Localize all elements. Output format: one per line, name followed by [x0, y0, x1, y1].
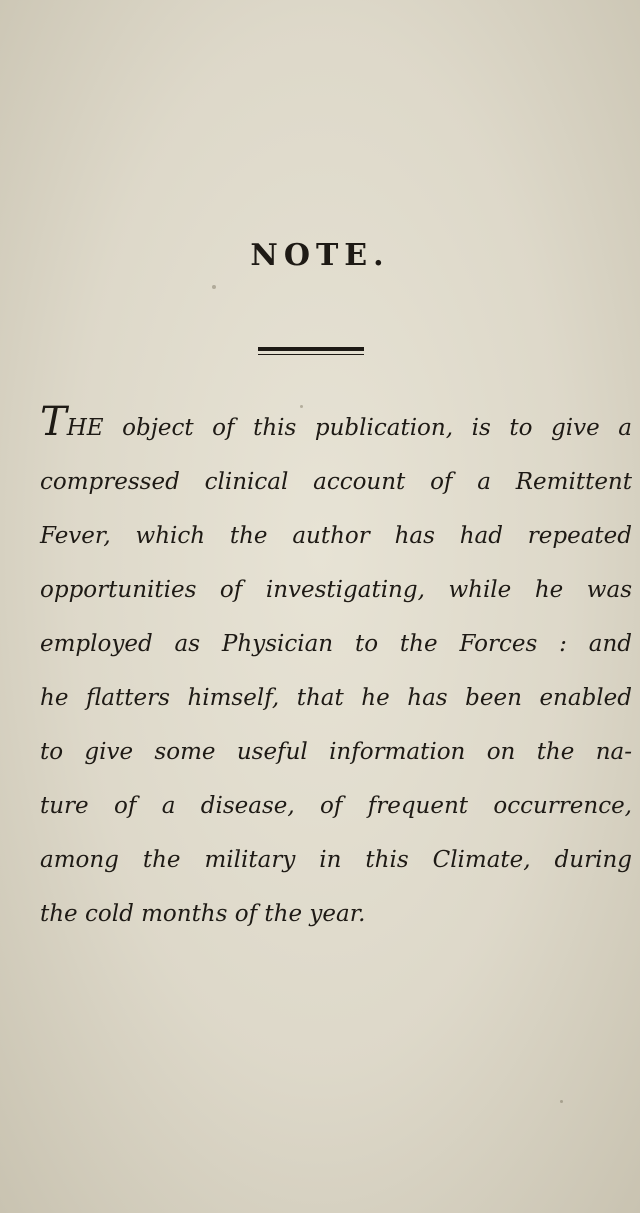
text-line-2: compressed clinical account of a Remittent — [40, 469, 632, 495]
text-line-10: the cold months of the year. — [40, 901, 366, 927]
line-1-text: object of this publication, is to give a — [103, 415, 632, 441]
first-word-rest: HE — [66, 415, 104, 441]
note-heading: NOTE. — [250, 238, 390, 273]
note-body — [40, 395, 632, 941]
text-line-6: he flatters himself, that he has been enabled — [40, 685, 632, 711]
text-line-8: ture of a disease, of frequent occurrence, — [40, 793, 632, 819]
text-line-1 — [40, 395, 632, 455]
text-line-3: Fever, which the author has had repeated — [40, 523, 632, 549]
text-line-7: to give some useful information on the na- — [40, 739, 632, 765]
paper-speck — [212, 285, 216, 289]
paper-speck — [560, 1100, 563, 1103]
text-line-4: opportunities of investigating, while he was — [40, 577, 632, 603]
text-line-9: among the military in this Climate, during — [40, 847, 632, 873]
text-line-5: employed as Physician to the Forces : and — [40, 631, 632, 657]
drop-cap: T — [40, 399, 67, 445]
heading-rule — [258, 347, 364, 355]
